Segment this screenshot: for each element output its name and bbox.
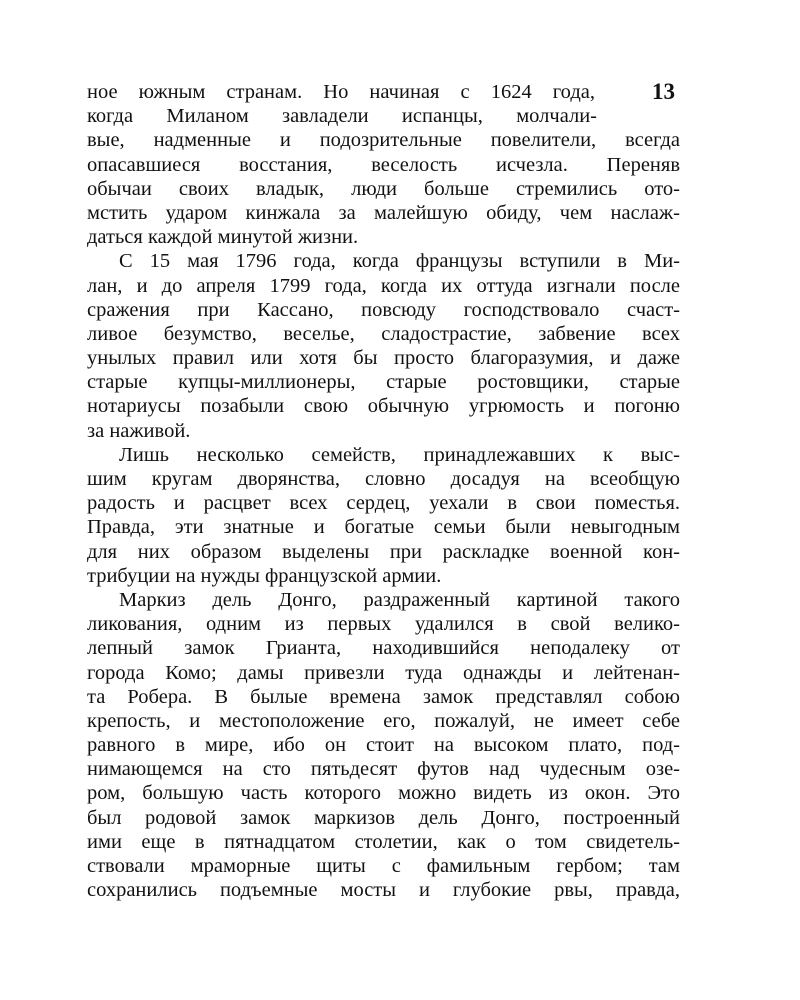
text-line: ликования, одним из первых удалился в свой велико- — [87, 613, 680, 636]
text-line: нотариусы позабыли свою обычную угрюмость и погоню — [87, 395, 680, 418]
text-line: крепость, и местоположение его, пожалуй, не имеет себе — [87, 709, 680, 732]
text-line: та Робера. В былые времена замок представлял собою — [87, 685, 680, 708]
text-line: ливое безумство, веселье, сладострастие, забвение всех — [87, 322, 680, 345]
text-line: Правда, эти знатные и богатые семьи были невыгодным — [87, 516, 680, 539]
text-line: радость и расцвет всех сердец, уехали в свои поместья. — [87, 492, 680, 515]
page-number: 13 — [652, 79, 675, 104]
text-line: ствовали мраморные щиты с фамильным гербом; там — [87, 855, 680, 877]
text-line: нимающемся на сто пятьдесят футов над чудесным озе- — [87, 758, 680, 781]
text-line: С 15 мая 1796 года, когда французы вступили в Ми- — [119, 250, 680, 273]
text-line: лепный замок Грианта, находившийся неподалеку от — [87, 637, 680, 660]
text-line: опасавшиеся восстания, веселость исчезла. Переняв — [87, 153, 680, 176]
text-line: трибуции на нужды французской армии. — [87, 564, 442, 587]
body-text — [87, 80, 680, 902]
text-line: Маркиз дель Донго, раздраженный картиной такого — [119, 588, 680, 611]
text-line: шим кругам дворянства, словно досадуя на всеобщую — [87, 468, 680, 490]
text-line: Лишь несколько семейств, принадлежавших к выс- — [119, 443, 680, 466]
text-line: ром, большую часть которого можно видеть из окон. Это — [87, 782, 680, 805]
text-line: когда Миланом завладели испанцы, молчали- — [87, 105, 597, 128]
text-line: вые, надменные и подозрительные повелители, всегда — [87, 129, 680, 152]
text-line: ное южным странам. Но начиная с 1624 года, — [87, 81, 595, 103]
text-line: сохранились подъемные мосты и глубокие рвы, правда, — [87, 879, 680, 902]
text-line: лан, и до апреля 1799 года, когда их оттуда изгнали после — [87, 274, 680, 297]
text-line: даться каждой минутой жизни. — [87, 226, 359, 249]
text-line: города Комо; дамы привезли туда однажды и лейтенан- — [87, 661, 680, 684]
text-line: равного в мире, ибо он стоит на высоком плато, под- — [87, 734, 680, 757]
text-line: ими еще в пятнадцатом столетии, как о том свидетель- — [87, 830, 680, 853]
text-line: сражения при Кассано, повсюду господствовало счаст- — [87, 298, 680, 321]
text-line: унылых правил или хотя бы просто благоразумия, и даже — [87, 347, 680, 370]
text-line: был родовой замок маркизов дель Донго, построенный — [87, 806, 680, 829]
text-line: обычаи своих владык, люди больше стремились ото- — [87, 177, 680, 200]
text-line: за наживой. — [87, 419, 191, 442]
text-line: мстить ударом кинжала за малейшую обиду, чем наслаж- — [87, 201, 680, 224]
text-line: старые купцы-миллионеры, старые ростовщики, старые — [87, 371, 680, 394]
text-line: для них образом выделены при раскладке военной кон- — [87, 540, 680, 563]
